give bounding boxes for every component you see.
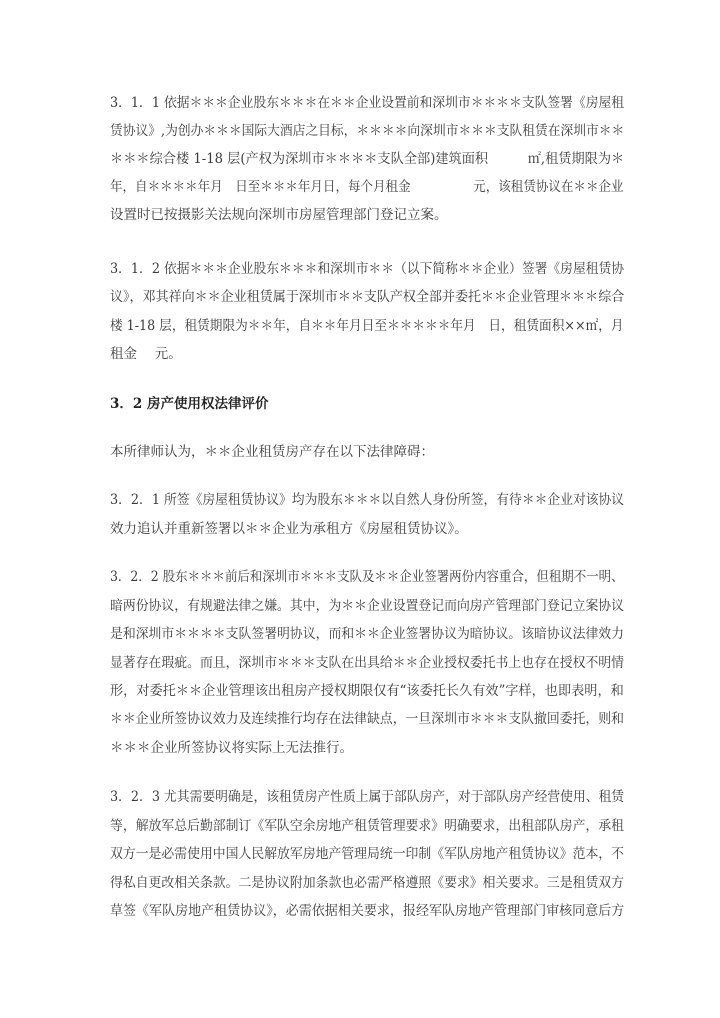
text-line: 暗两份协议，有规避法律之嫌。其中，为＊＊企业设置登记而向房产管理部门登记立案协议 (110, 598, 624, 614)
text-line: 显著存在瑕疵。而且，深圳市＊＊＊支队在出具给＊＊企业授权委托书上也存在授权不明情 (110, 655, 624, 671)
section-heading: 3．2 房产使用权法律评价 (110, 396, 269, 412)
text-line: 是和深圳市＊＊＊＊支队签署明协议，而和＊＊企业签署协议为暗协议。该暗协议法律效力 (110, 626, 624, 642)
text-line: ＊＊企业所签协议效力及连续推行均存在法律缺点，一旦深圳市＊＊＊支队撤回委托，则和 (110, 711, 624, 727)
text-line: 3．2．3 尤其需要明确是，该租赁房产性质上属于部队房产，对于部队房产经营使用、租赁 (110, 789, 625, 805)
text-line: 3．1．1 依据＊＊＊企业股东＊＊＊在＊＊企业设置前和深圳市＊＊＊＊支队签署《房屋租 (110, 95, 625, 111)
text-line: 双方一是必需使用中国人民解放军房地产管理局统一印制《军队房地产租赁协议》范本，不 (110, 846, 624, 862)
text-line: ＊＊＊综合楼 1-18 层(产权为深圳市＊＊＊＊支队全部)建筑面积 ㎡,租赁期限为＊ (110, 151, 625, 167)
text-line: 形，对委托＊＊企业管理该出租房产授权期限仅有“该委托长久有效”字样，也即表明，和 (110, 683, 624, 699)
text-line: 租金 元。 (110, 346, 182, 362)
text-line: 得私自更改相关条款。二是协议附加条款也必需严格遵照《要求》相关要求。三是租赁双方 (110, 875, 624, 891)
text-line: 设置时已按摄影关法规向深圳市房屋管理部门登记立案。 (110, 207, 448, 223)
text-line: 草签《军队房地产租赁协议》，必需依据相关要求，报经军队房地产管理部门审核同意后方 (110, 903, 625, 919)
text-line: 3．2．1 所签《房屋租赁协议》均为股东＊＊＊以自然人身份所签，有待＊＊企业对该协议 (110, 492, 625, 508)
text-line: 3．2．2 股东＊＊＊前后和深圳市＊＊＊支队及＊＊企业签署两份内容重合，但租期不一明、 (110, 569, 624, 585)
text-line: 等，解放军总后勤部制订《军队空余房地产租赁管理要求》明确要求，出租部队房产，承租 (110, 818, 624, 834)
text-line: 赁协议》,为创办＊＊＊国际大酒店之目标，＊＊＊＊向深圳市＊＊＊支队租赁在深圳市＊＊ (110, 123, 625, 139)
text-line: 3．1．2 依据＊＊＊企业股东＊＊＊和深圳市＊＊（以下简称＊＊企业）签署《房屋租赁协 (110, 261, 625, 277)
intro-paragraph: 本所律师认为，＊＊企业租赁房产存在以下法律障碍： (110, 444, 434, 460)
text-line: 效力追认并重新签署以＊＊企业为承租方《房屋租赁协议》。 (110, 521, 468, 537)
text-line: 议》，邓其祥向＊＊企业租赁属于深圳市＊＊支队产权全部并委托＊＊企业管理＊＊＊综合 (110, 289, 625, 305)
text-line: ＊＊＊企业所签协议将实际上无法推行。 (110, 740, 353, 756)
text-line: 年，自＊＊＊＊年月 日至＊＊＊年月日，每个月租金 元，该租赁协议在＊＊企业 (110, 179, 624, 195)
text-line: 楼 1-18 层，租赁期限为＊＊年，自＊＊年月日至＊＊＊＊＊年月 日，租赁面积××㎡，月 (110, 318, 624, 334)
